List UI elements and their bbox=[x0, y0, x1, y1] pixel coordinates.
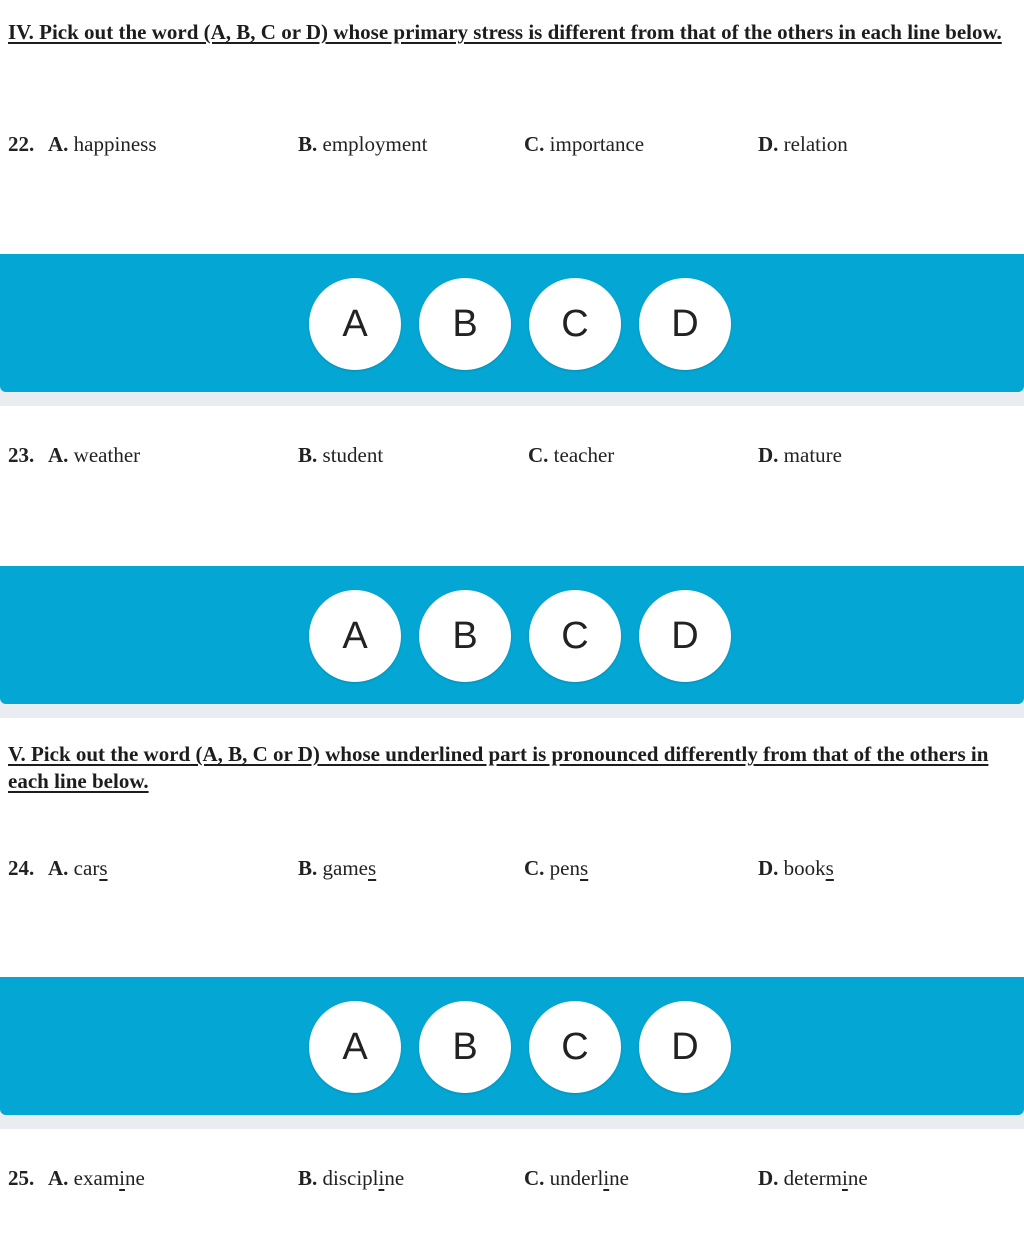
answer-button-a[interactable]: A bbox=[309, 590, 401, 682]
question-row-23 bbox=[8, 440, 1018, 470]
question-card-25 bbox=[0, 1129, 1024, 1256]
option-d: D. determine bbox=[758, 1166, 868, 1190]
answer-button-d[interactable]: D bbox=[639, 590, 731, 682]
option-c: C. teacher bbox=[528, 443, 615, 467]
option-b: B. games bbox=[298, 856, 377, 880]
section-iv-heading: IV. Pick out the word (A, B, C or D) whose primary stress is different from that of the others in each line below. bbox=[8, 20, 1002, 44]
question-row-24 bbox=[8, 853, 1018, 883]
option-a: A. weather bbox=[48, 443, 141, 467]
option-c: C. pens bbox=[524, 856, 589, 880]
question-number: 25. bbox=[8, 1166, 35, 1190]
answer-button-d[interactable]: D bbox=[639, 278, 731, 370]
section-v-heading: V. Pick out the word (A, B, C or D) whose underlined part is pronounced differently from that of the others in each line below. bbox=[8, 742, 989, 793]
answer-bar-23 bbox=[0, 566, 1024, 704]
answer-button-c[interactable]: C bbox=[529, 278, 621, 370]
answer-button-c[interactable]: C bbox=[529, 590, 621, 682]
question-row-25 bbox=[8, 1163, 1018, 1193]
question-card-22 bbox=[0, 0, 1024, 254]
answer-button-a[interactable]: A bbox=[309, 1001, 401, 1093]
answer-button-b[interactable]: B bbox=[419, 278, 511, 370]
option-d: D. mature bbox=[758, 443, 842, 467]
question-number: 22. bbox=[8, 132, 35, 156]
answer-bar-22 bbox=[0, 254, 1024, 392]
answer-button-a[interactable]: A bbox=[309, 278, 401, 370]
option-c: C. importance bbox=[524, 132, 645, 156]
option-a: A. happiness bbox=[48, 132, 157, 156]
option-a: A. cars bbox=[48, 856, 108, 880]
question-number: 24. bbox=[8, 856, 35, 880]
option-a: A. examine bbox=[48, 1166, 145, 1190]
option-b: B. employment bbox=[298, 132, 428, 156]
answer-button-b[interactable]: B bbox=[419, 1001, 511, 1093]
option-d: D. books bbox=[758, 856, 834, 880]
option-d: D. relation bbox=[758, 132, 848, 156]
option-b: B. student bbox=[298, 443, 384, 467]
answer-bar-24 bbox=[0, 977, 1024, 1115]
question-card-23 bbox=[0, 406, 1024, 566]
option-c: C. underline bbox=[524, 1166, 629, 1190]
answer-button-d[interactable]: D bbox=[639, 1001, 731, 1093]
question-card-24 bbox=[0, 718, 1024, 977]
answer-button-c[interactable]: C bbox=[529, 1001, 621, 1093]
question-number: 23. bbox=[8, 443, 35, 467]
option-b: B. discipline bbox=[298, 1166, 405, 1190]
answer-button-b[interactable]: B bbox=[419, 590, 511, 682]
question-row-22 bbox=[8, 129, 1018, 159]
